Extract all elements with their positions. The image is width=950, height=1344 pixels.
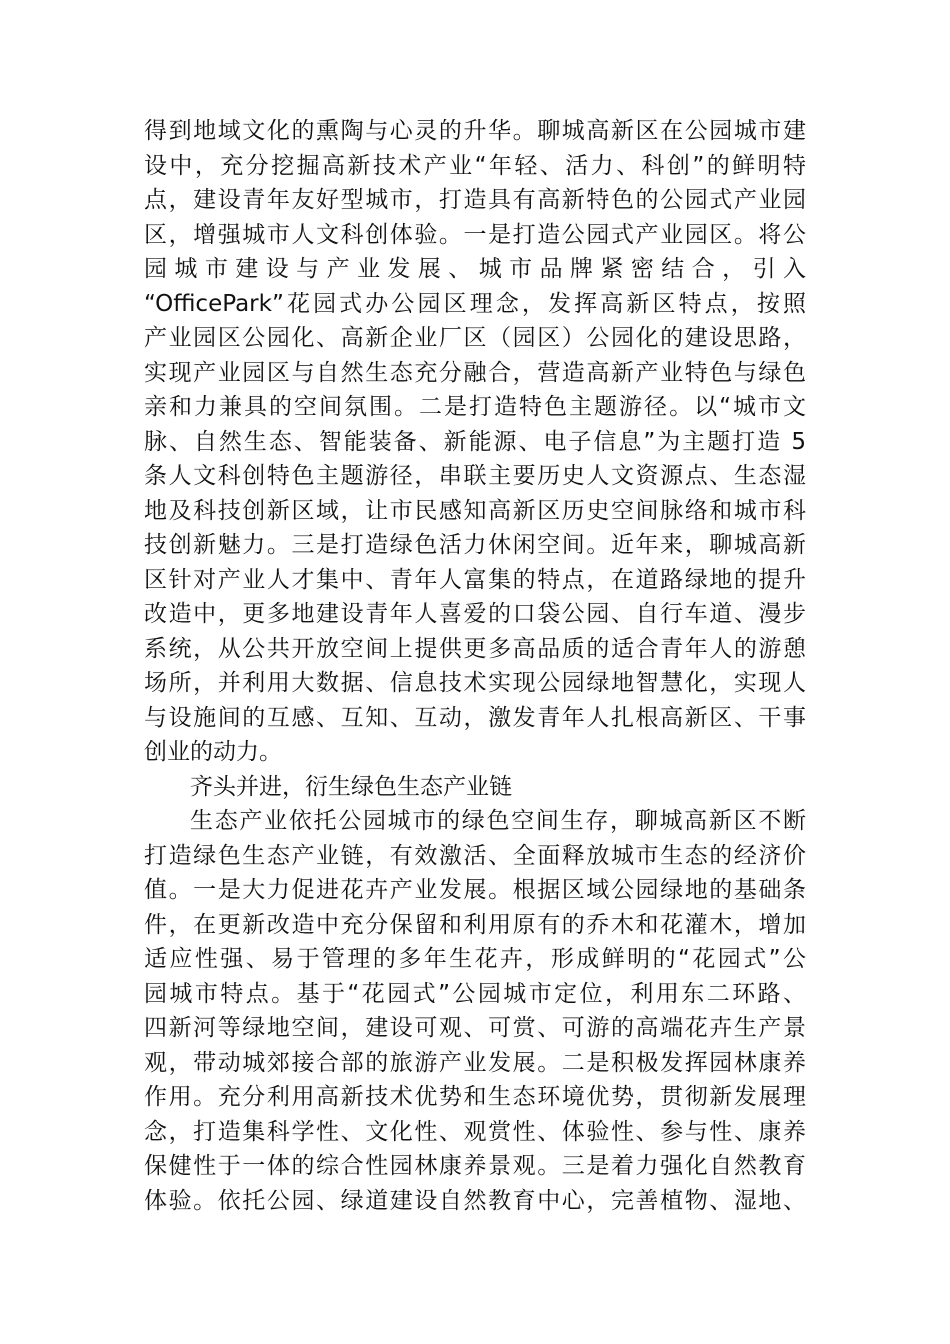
text-line: 观，带动城郊接合部的旅游产业发展。二是积极发挥园林康养	[144, 1049, 806, 1076]
text-line: 技创新魅力。三是打造绿色活力休闲空间。近年来，聊城高新	[144, 532, 806, 558]
text-line: 场所，并利用大数据、信息技术实现公园绿地智慧化，实现人	[144, 670, 806, 696]
text-line: 设中，充分挖掘高新技术产业“年轻、活力、科创”的鲜明特	[144, 152, 806, 179]
text-line: 值。一是大力促进花卉产业发展。根据区域公园绿地的基础条	[144, 877, 806, 903]
text-line: 系统，从公共开放空间上提供更多高品质的适合青年人的游憩	[144, 635, 806, 662]
text-line: 产业园区公园化、高新企业厂区（园区）公园化的建设思路，	[144, 325, 806, 351]
text-line: 园城市特点。基于“花园式”公园城市定位，利用东二环路、	[144, 980, 806, 1007]
text-line: 念，打造集科学性、文化性、观赏性、体验性、参与性、康养	[144, 1118, 806, 1145]
text-line: 作用。充分利用高新技术优势和生态环境优势，贯彻新发展理	[144, 1084, 806, 1110]
text-line: 改造中，更多地建设青年人喜爱的口袋公园、自行车道、漫步	[144, 601, 806, 627]
text-line: 脉、自然生态、智能装备、新能源、电子信息”为主题打造 5	[144, 428, 806, 455]
text-line: 条人文科创特色主题游径，串联主要历史人文资源点、生态湿	[144, 463, 806, 489]
text-line: 地及科技创新区域，让市民感知高新区历史空间脉络和城市科	[144, 497, 806, 524]
text-line: 打造绿色生态产业链，有效激活、全面释放城市生态的经济价	[144, 842, 806, 869]
text-line: 适应性强、易于管理的多年生花卉，形成鲜明的“花园式”公	[144, 946, 806, 972]
text-line: 体验。依托公园、绿道建设自然教育中心，完善植物、湿地、	[144, 1187, 806, 1214]
text-line: 与设施间的互感、互知、互动，激发青年人扎根高新区、干事	[144, 704, 806, 731]
text-line: 亲和力兼具的空间氛围。二是打造特色主题游径。以“城市文	[144, 394, 806, 420]
text-line: 得到地域文化的熏陶与心灵的升华。聊城高新区在公园城市建	[144, 118, 806, 144]
text-line: 四新河等绿地空间，建设可观、可赏、可游的高端花卉生产景	[144, 1015, 806, 1041]
text-line: 实现产业园区与自然生态充分融合，营造高新产业特色与绿色	[144, 359, 806, 386]
paragraph-1	[144, 114, 806, 770]
text-line: 保健性于一体的综合性园林康养景观。三是着力强化自然教育	[144, 1153, 806, 1179]
paragraph-2	[144, 804, 806, 1218]
text-line: 园城市建设与产业发展、城市品牌紧密结合，引入	[144, 256, 806, 282]
text-line: 创业的动力。	[144, 739, 282, 765]
text-line: 区，增强城市人文科创体验。一是打造公园式产业园区。将公	[144, 221, 806, 248]
document-body	[144, 114, 806, 1218]
section-heading: 齐头并进，衍生绿色生态产业链	[190, 773, 512, 800]
text-line: 区针对产业人才集中、青年人富集的特点，在道路绿地的提升	[144, 566, 806, 593]
text-line: “OfficePark”花园式办公园区理念，发挥高新区特点，按照	[144, 290, 806, 317]
text-line: 点，建设青年友好型城市，打造具有高新特色的公园式产业园	[144, 187, 806, 213]
text-line: 件，在更新改造中充分保留和利用原有的乔木和花灌木，增加	[144, 911, 806, 938]
text-line: 生态产业依托公园城市的绿色空间生存，聊城高新区不断	[190, 808, 806, 834]
